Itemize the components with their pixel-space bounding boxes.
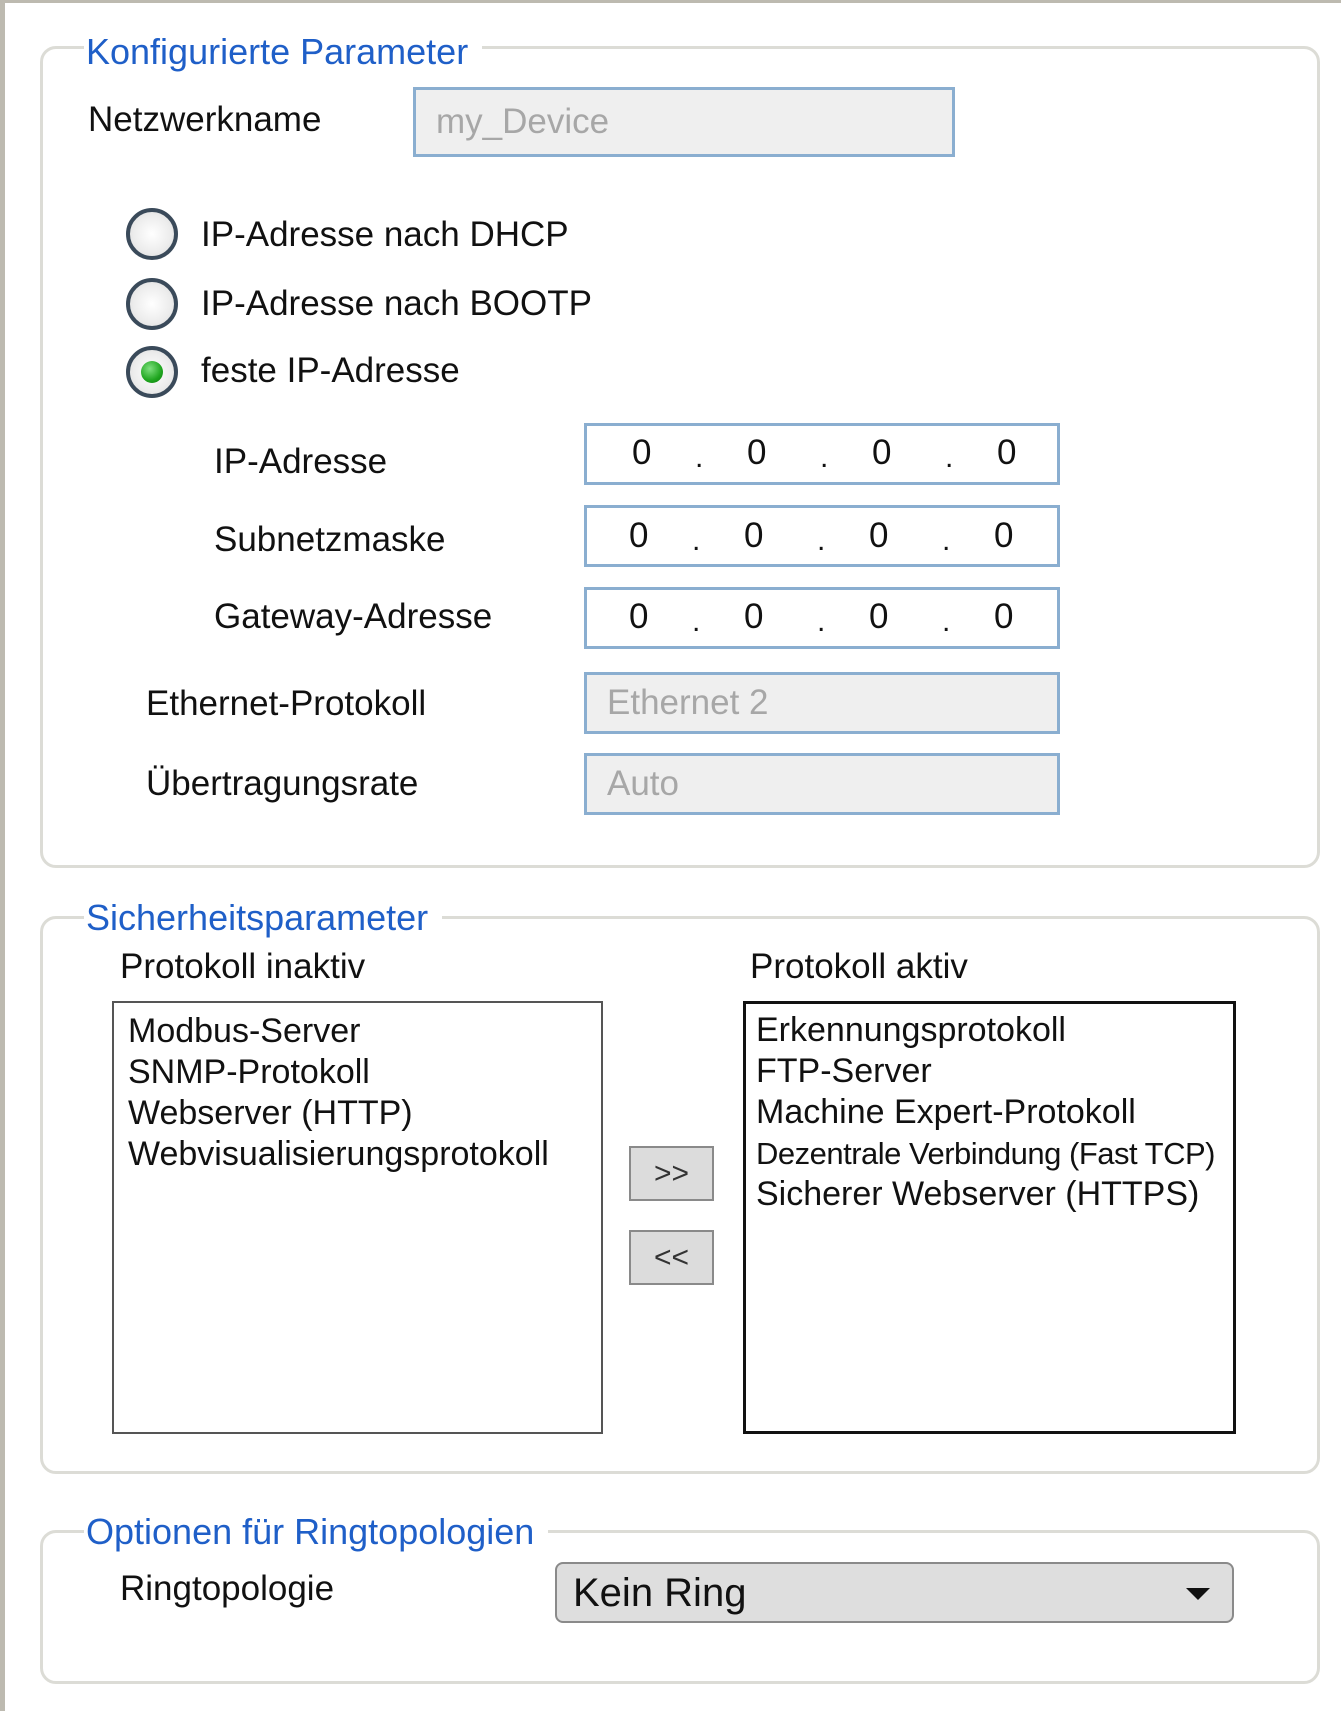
transfer-rate-label: Übertragungsrate: [146, 764, 419, 803]
ethernet-protocol-field[interactable]: Ethernet 2: [584, 672, 1060, 734]
active-protocol-list[interactable]: [743, 1001, 1236, 1434]
subnet-mask-octet-4[interactable]: 0: [994, 516, 1014, 555]
chevron-down-icon[interactable]: [1186, 1588, 1210, 1600]
gateway-octet-4[interactable]: 0: [994, 597, 1014, 636]
ethernet-protocol-label: Ethernet-Protokoll: [146, 684, 427, 723]
transfer-rate-field[interactable]: Auto: [584, 753, 1060, 815]
ip-address-octet-1[interactable]: 0: [632, 433, 652, 472]
inactive-protocol-list[interactable]: [112, 1001, 603, 1434]
network-name-field[interactable]: my_Device: [413, 87, 955, 157]
window-frame-left: [0, 0, 5, 1711]
radio-fixed-ip[interactable]: [126, 346, 178, 398]
octet-separator: .: [945, 441, 954, 474]
octet-separator: .: [942, 524, 951, 557]
ring-topology-select[interactable]: [555, 1562, 1234, 1623]
ip-address-label: IP-Adresse: [214, 442, 388, 481]
octet-separator: .: [692, 605, 701, 638]
list-item[interactable]: Webvisualisierungsprotokoll: [128, 1135, 549, 1173]
list-item[interactable]: Dezentrale Verbindung (Fast TCP): [756, 1136, 1215, 1171]
move-to-active-button[interactable]: >>: [629, 1146, 714, 1201]
gateway-octet-2[interactable]: 0: [744, 597, 764, 636]
gateway-input[interactable]: [584, 587, 1060, 649]
octet-separator: .: [692, 524, 701, 557]
subnet-mask-octet-2[interactable]: 0: [744, 516, 764, 555]
radio-dhcp[interactable]: [126, 208, 178, 260]
ring-topology-value: Kein Ring: [573, 1570, 747, 1615]
list-item[interactable]: Erkennungsprotokoll: [756, 1011, 1066, 1049]
radio-selected-dot-icon: [141, 361, 163, 383]
list-item[interactable]: Webserver (HTTP): [128, 1094, 413, 1132]
gateway-label: Gateway-Adresse: [214, 597, 493, 636]
list-item[interactable]: SNMP-Protokoll: [128, 1053, 370, 1091]
window-frame-top: [0, 0, 1341, 3]
octet-separator: .: [817, 605, 826, 638]
list-item[interactable]: Modbus-Server: [128, 1012, 361, 1050]
ip-address-input[interactable]: [584, 423, 1060, 485]
octet-separator: .: [695, 441, 704, 474]
ip-address-octet-4[interactable]: 0: [997, 433, 1017, 472]
subnet-mask-octet-1[interactable]: 0: [629, 516, 649, 555]
octet-separator: .: [817, 524, 826, 557]
protocol-inactive-label: Protokoll inaktiv: [120, 947, 366, 986]
list-item[interactable]: Machine Expert-Protokoll: [756, 1093, 1136, 1131]
radio-dhcp-label[interactable]: IP-Adresse nach DHCP: [201, 215, 569, 254]
move-to-inactive-button[interactable]: <<: [629, 1230, 714, 1285]
octet-separator: .: [942, 605, 951, 638]
octet-separator: .: [820, 441, 829, 474]
radio-fixed-ip-label[interactable]: feste IP-Adresse: [201, 351, 460, 390]
subnet-mask-label: Subnetzmaske: [214, 520, 446, 559]
ring-options-legend: Optionen für Ringtopologien: [84, 1512, 548, 1552]
subnet-mask-input[interactable]: [584, 505, 1060, 567]
list-item[interactable]: Sicherer Webserver (HTTPS): [756, 1175, 1200, 1213]
ip-address-octet-2[interactable]: 0: [747, 433, 767, 472]
ip-address-octet-3[interactable]: 0: [872, 433, 892, 472]
subnet-mask-octet-3[interactable]: 0: [869, 516, 889, 555]
list-item[interactable]: FTP-Server: [756, 1052, 932, 1090]
gateway-octet-3[interactable]: 0: [869, 597, 889, 636]
network-name-label: Netzwerkname: [88, 100, 322, 139]
gateway-octet-1[interactable]: 0: [629, 597, 649, 636]
security-parameters-legend: Sicherheitsparameter: [84, 898, 442, 938]
configured-parameters-legend: Konfigurierte Parameter: [84, 32, 482, 72]
radio-bootp-label[interactable]: IP-Adresse nach BOOTP: [201, 284, 592, 323]
protocol-active-label: Protokoll aktiv: [750, 947, 968, 986]
radio-bootp[interactable]: [126, 278, 178, 330]
ring-topology-label: Ringtopologie: [120, 1569, 335, 1608]
